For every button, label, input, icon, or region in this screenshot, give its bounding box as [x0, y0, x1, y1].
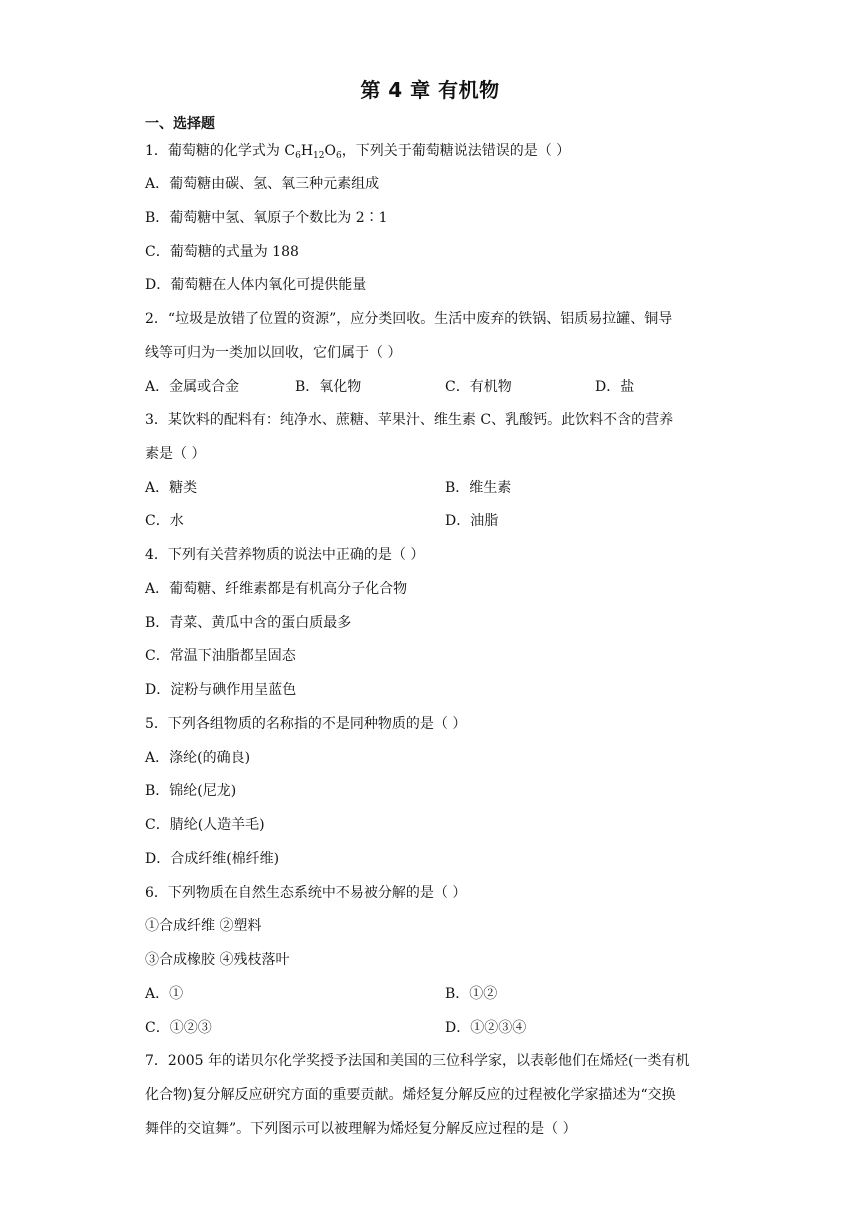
question-1-option-b: B．葡萄糖中氢、氧原子个数比为 2∶1	[145, 210, 388, 226]
question-3-option-c: C．水	[145, 513, 184, 529]
question-1-stem: 1．葡萄糖的化学式为 $C_6H_{12}O_6$，下列关于葡萄糖说法错误的是（ ）	[145, 143, 571, 161]
question-7-stem-line-1: 7．2005 年的诺贝尔化学奖授予法国和美国的三位科学家，以表彰他们在烯烃(一类有机	[145, 1053, 690, 1069]
page-title: 第 4 章 有机物	[360, 78, 500, 102]
question-7-stem-line-2: 化合物)复分解反应研究方面的重要贡献。烯烃复分解反应的过程被化学家描述为“交换	[145, 1087, 676, 1103]
question-6-option-c: C．①②③	[145, 1020, 212, 1036]
question-3-option-b: B．维生素	[445, 480, 512, 496]
question-6-option-b: B．①②	[445, 986, 498, 1002]
question-6-option-d: D．①②③④	[445, 1020, 527, 1036]
question-5-option-b: B．锦纶(尼龙)	[145, 783, 237, 799]
question-3-stem-line-2: 素是（ ）	[145, 446, 206, 462]
question-2-option-d: D．盐	[595, 379, 635, 395]
question-4-option-c: C．常温下油脂都呈固态	[145, 648, 296, 664]
question-2-option-b: B．氧化物	[295, 379, 362, 395]
question-6-items-line-1: ①合成纤维 ②塑料	[145, 918, 262, 934]
question-7-stem-line-3: 舞伴的交谊舞”。下列图示可以被理解为烯烃复分解反应过程的是（ ）	[145, 1121, 577, 1137]
question-3-option-d: D．油脂	[445, 513, 499, 529]
question-3-stem-line-1: 3．某饮料的配料有：纯净水、蔗糖、苹果汁、维生素 C、乳酸钙。此饮料不含的营养	[145, 412, 674, 428]
section-heading: 一、选择题	[145, 116, 215, 132]
question-1-option-c: C．葡萄糖的式量为 188	[145, 244, 299, 260]
question-2-stem-line-2: 线等可归为一类加以回收，它们属于（ ）	[145, 345, 402, 361]
question-5-option-a: A．涤纶(的确良)	[145, 750, 251, 766]
question-1-option-a: A．葡萄糖由碳、氢、氧三种元素组成	[145, 176, 380, 192]
question-4-option-b: B．青菜、黄瓜中含的蛋白质最多	[145, 615, 352, 631]
question-1-option-d: D．葡萄糖在人体内氧化可提供能量	[145, 277, 367, 293]
question-5-option-c: C．腈纶(人造羊毛)	[145, 817, 265, 833]
question-2-option-c: C．有机物	[445, 379, 512, 395]
question-5-option-d: D．合成纤维(棉纤维)	[145, 851, 280, 867]
question-6-stem: 6．下列物质在自然生态系统中不易被分解的是（ ）	[145, 885, 467, 901]
question-2-stem-line-1: 2．“垃圾是放错了位置的资源”，应分类回收。生活中废弃的铁锅、铝质易拉罐、铜导	[145, 311, 673, 327]
question-6-items-line-2: ③合成橡胶 ④残枝落叶	[145, 952, 290, 968]
question-5-stem: 5．下列各组物质的名称指的不是同种物质的是（ ）	[145, 716, 467, 732]
question-2-option-a: A．金属或合金	[145, 379, 240, 395]
question-6-option-a: A．①	[145, 986, 184, 1002]
question-4-stem: 4．下列有关营养物质的说法中正确的是（ ）	[145, 547, 425, 563]
question-4-option-a: A．葡萄糖、纤维素都是有机高分子化合物	[145, 581, 408, 597]
question-3-option-a: A．糖类	[145, 480, 198, 496]
question-4-option-d: D．淀粉与碘作用呈蓝色	[145, 682, 297, 698]
